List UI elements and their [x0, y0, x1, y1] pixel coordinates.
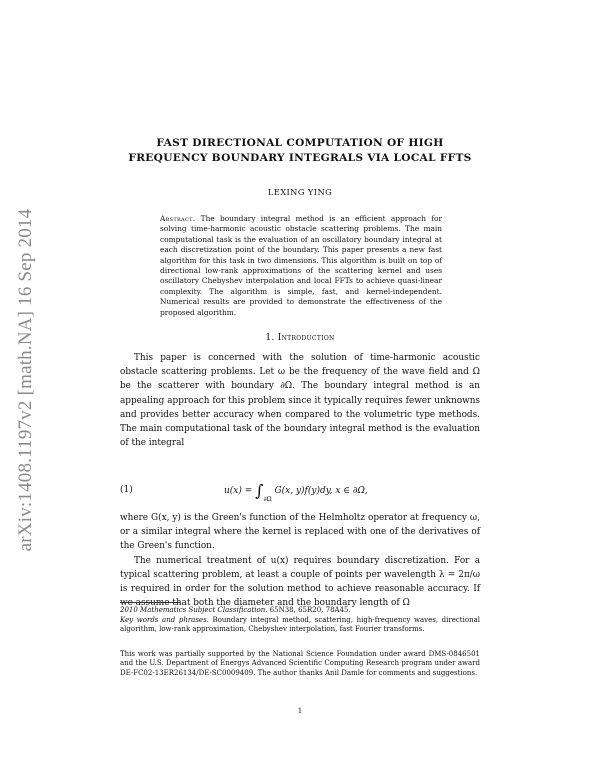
section-number: 1. [265, 333, 275, 343]
equation-number: (1) [120, 485, 133, 495]
paper-title [120, 136, 480, 166]
author-name: LEXING YING [267, 187, 333, 197]
msc-codes: 65N38, 65R20, 78A45. [267, 606, 351, 614]
after-equation-text: where G(x, y) is the Green's function of the Helmholtz operator at frequency ω, or a similar integral where the kernel is replaced with one of the derivatives of the Green's function. [120, 513, 480, 552]
page-number: 1 [297, 707, 303, 715]
intro-block-1 [120, 351, 480, 450]
abstract-label: Abstract. [160, 214, 196, 223]
keywords-label: Key words and phrases. [120, 616, 209, 624]
abstract [160, 214, 442, 318]
footnote-msc [120, 606, 480, 615]
footnote-rule [120, 602, 180, 603]
footnote-keywords [120, 616, 480, 635]
abstract-text: The boundary integral method is an efficient approach for solving time-harmonic acoustic obstacle scattering problems. The main computational task is the evaluation of an oscillatory boundary integral at each discretization point of the boundary. This paper presents a new fast algorithm for this task in two dimensions. This algorithm is built on top of directional low-rank approximations of the scattering kernel and uses oscillatory Chebyshev interpolation and local FFTs to achieve quasi-linear complexity. The algorithm is simple, fast, and kernel-independent. Numerical results are provided to demonstrate the effectiveness of the proposed algorithm. [160, 214, 442, 317]
section-heading [120, 333, 480, 343]
equation-domain: ∂Ω [263, 496, 272, 503]
equation-expression [224, 481, 368, 503]
title-line-2: FREQUENCY BOUNDARY INTEGRALS VIA LOCAL FFTS [128, 152, 472, 164]
intro-block-2 [120, 511, 480, 610]
arxiv-id: arXiv:1408.1197v2 [math.NA] 16 Sep 2014 [15, 208, 36, 552]
title-line-1: FAST DIRECTIONAL COMPUTATION OF HIGH [156, 137, 444, 149]
equation-rhs: G(x, y)f(y)dy, x ∈ ∂Ω, [271, 486, 368, 496]
integral-sign: ∫ [255, 481, 264, 500]
intro-paragraph-2: The numerical treatment of u(x) requires boundary discretization. For a typical scattering problem, at least a couple of points per wavelength λ = 2π/ω is required in order for the solution method to achieve reasonable accuracy. If we assume that both the diameter and the boundary length of Ω [120, 555, 480, 609]
equation-1 [120, 481, 480, 505]
section-title: Introduction [277, 333, 335, 343]
intro-paragraph-1: This paper is concerned with the solution of time-harmonic acoustic obstacle scattering problems. Let ω be the frequency of the wave field and Ω be the scatterer with boundary ∂Ω. The boundary integral method is an appealing approach for this problem since it typically requires fewer unknowns and provides better accuracy when compared to the volumetric type methods. The main computational task of the boundary integral method is the evaluation of the integral [120, 353, 480, 449]
footnote-acknowledgment: This work was partially supported by the National Science Foundation under award DMS-0846501 and the U.S. Department of Energys Advanced Scientific Computing Research program under award DE-FC02-13ER26134/DE-SC0009409. The author thanks Anil Damle for comments and suggestions. [120, 650, 480, 677]
msc-label: 2010 Mathematics Subject Classification. [120, 606, 268, 614]
arxiv-stamp [6, 0, 46, 776]
keywords-text: Boundary integral method, scattering, high-frequency waves, directional algorithm, low-rank approximation, Chebyshev interpolation, fast Fourier transforms. [120, 616, 480, 634]
equation-lhs: u(x) = [224, 486, 256, 496]
